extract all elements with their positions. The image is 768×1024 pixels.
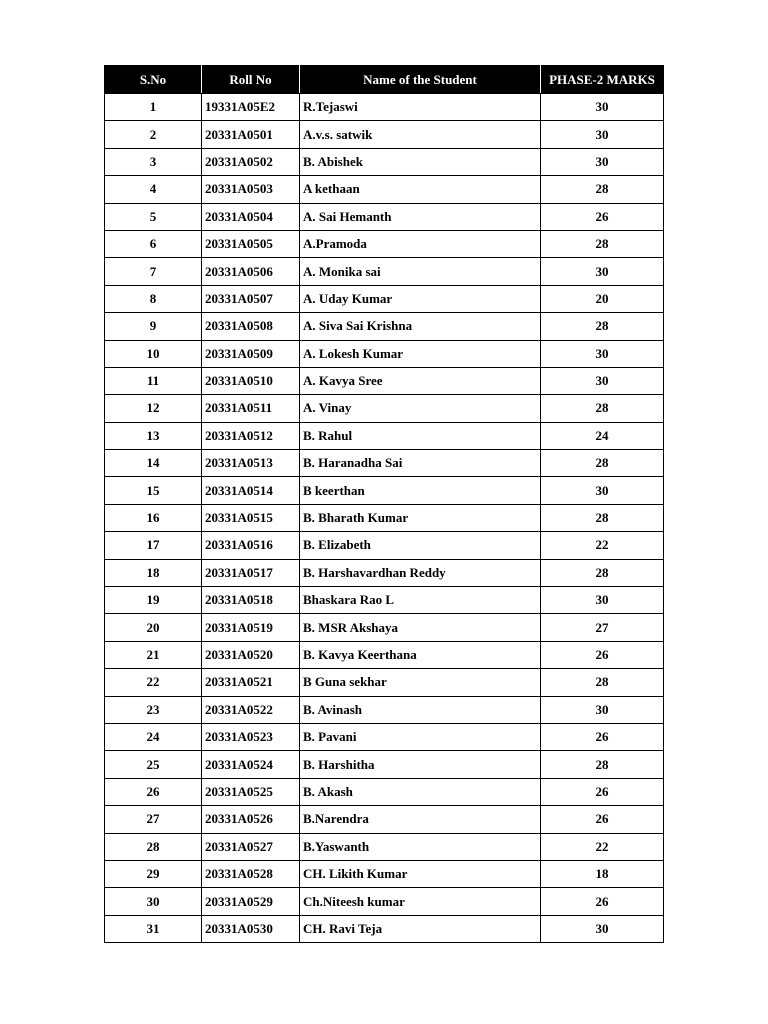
sno-cell: 4	[105, 176, 202, 203]
sno-cell: 9	[105, 313, 202, 340]
roll-no-cell: 20331A0528	[202, 860, 300, 887]
sno-cell: 28	[105, 833, 202, 860]
table-row	[105, 313, 664, 340]
marks-cell: 28	[541, 504, 664, 531]
sno-cell: 16	[105, 504, 202, 531]
roll-no-cell: 20331A0530	[202, 915, 300, 942]
table-row	[105, 504, 664, 531]
sno-cell: 29	[105, 860, 202, 887]
table-row	[105, 340, 664, 367]
sno-cell: 19	[105, 587, 202, 614]
marks-cell: 30	[541, 587, 664, 614]
sno-cell: 6	[105, 230, 202, 257]
sno-cell: 23	[105, 696, 202, 723]
student-name-cell: CH. Ravi Teja	[300, 915, 541, 942]
student-name-cell: B. Harshavardhan Reddy	[300, 559, 541, 586]
sno-cell: 10	[105, 340, 202, 367]
table-body	[105, 94, 664, 943]
header-row	[105, 66, 664, 94]
marks-cell: 28	[541, 669, 664, 696]
roll-no-cell: 20331A0505	[202, 230, 300, 257]
student-name-cell: A. Sai Hemanth	[300, 203, 541, 230]
roll-no-cell: 20331A0524	[202, 751, 300, 778]
sno-cell: 3	[105, 148, 202, 175]
student-name-cell: B keerthan	[300, 477, 541, 504]
student-name-cell: A. Kavya Sree	[300, 367, 541, 394]
table-row	[105, 230, 664, 257]
sno-cell: 13	[105, 422, 202, 449]
student-name-cell: B.Yaswanth	[300, 833, 541, 860]
student-name-cell: B. Rahul	[300, 422, 541, 449]
table-row	[105, 203, 664, 230]
sno-cell: 12	[105, 395, 202, 422]
sno-cell: 27	[105, 806, 202, 833]
table-row	[105, 450, 664, 477]
marks-cell: 30	[541, 477, 664, 504]
sno-cell: 2	[105, 121, 202, 148]
table-row	[105, 806, 664, 833]
student-name-cell: B. Akash	[300, 778, 541, 805]
table-row	[105, 477, 664, 504]
roll-no-cell: 20331A0515	[202, 504, 300, 531]
table-row	[105, 422, 664, 449]
marks-cell: 26	[541, 641, 664, 668]
marks-cell: 26	[541, 203, 664, 230]
student-name-cell: B.Narendra	[300, 806, 541, 833]
marks-cell: 26	[541, 723, 664, 750]
sno-cell: 14	[105, 450, 202, 477]
table-row	[105, 532, 664, 559]
roll-no-cell: 20331A0520	[202, 641, 300, 668]
marks-cell: 30	[541, 696, 664, 723]
roll-no-cell: 20331A0526	[202, 806, 300, 833]
roll-no-cell: 20331A0516	[202, 532, 300, 559]
sno-cell: 8	[105, 285, 202, 312]
marks-cell: 30	[541, 121, 664, 148]
roll-no-cell: 20331A0519	[202, 614, 300, 641]
table-row	[105, 833, 664, 860]
roll-no-cell: 20331A0527	[202, 833, 300, 860]
marks-cell: 26	[541, 888, 664, 915]
student-name-cell: B. Avinash	[300, 696, 541, 723]
marks-cell: 18	[541, 860, 664, 887]
marks-cell: 20	[541, 285, 664, 312]
roll-no-cell: 20331A0508	[202, 313, 300, 340]
roll-no-cell: 20331A0502	[202, 148, 300, 175]
header-phase2-marks: PHASE-2 MARKS	[541, 66, 664, 94]
marks-cell: 30	[541, 915, 664, 942]
header-sno: S.No	[105, 66, 202, 94]
sno-cell: 7	[105, 258, 202, 285]
table-row	[105, 285, 664, 312]
marks-cell: 28	[541, 176, 664, 203]
sno-cell: 11	[105, 367, 202, 394]
marks-cell: 24	[541, 422, 664, 449]
sno-cell: 31	[105, 915, 202, 942]
sno-cell: 1	[105, 94, 202, 121]
sno-cell: 20	[105, 614, 202, 641]
marks-cell: 30	[541, 367, 664, 394]
student-name-cell: A kethaan	[300, 176, 541, 203]
roll-no-cell: 20331A0510	[202, 367, 300, 394]
marks-cell: 28	[541, 395, 664, 422]
marks-table	[104, 65, 664, 943]
student-name-cell: CH. Likith Kumar	[300, 860, 541, 887]
student-name-cell: A. Uday Kumar	[300, 285, 541, 312]
marks-cell: 26	[541, 806, 664, 833]
table-row	[105, 641, 664, 668]
student-name-cell: Ch.Niteesh kumar	[300, 888, 541, 915]
marks-cell: 28	[541, 230, 664, 257]
marks-cell: 30	[541, 94, 664, 121]
header-roll-no: Roll No	[202, 66, 300, 94]
student-name-cell: B. Haranadha Sai	[300, 450, 541, 477]
sno-cell: 24	[105, 723, 202, 750]
sno-cell: 26	[105, 778, 202, 805]
table-row	[105, 94, 664, 121]
table-row	[105, 778, 664, 805]
marks-cell: 28	[541, 450, 664, 477]
sno-cell: 5	[105, 203, 202, 230]
table-row	[105, 860, 664, 887]
marks-cell: 28	[541, 751, 664, 778]
table-row	[105, 148, 664, 175]
table-row	[105, 915, 664, 942]
roll-no-cell: 20331A0517	[202, 559, 300, 586]
marks-cell: 22	[541, 532, 664, 559]
marks-cell: 28	[541, 559, 664, 586]
student-name-cell: B. Abishek	[300, 148, 541, 175]
roll-no-cell: 20331A0514	[202, 477, 300, 504]
table-row	[105, 614, 664, 641]
sno-cell: 21	[105, 641, 202, 668]
marks-cell: 26	[541, 778, 664, 805]
table-header	[105, 66, 664, 94]
roll-no-cell: 20331A0513	[202, 450, 300, 477]
student-name-cell: B Guna sekhar	[300, 669, 541, 696]
student-name-cell: A. Vinay	[300, 395, 541, 422]
table-row	[105, 723, 664, 750]
roll-no-cell: 20331A0518	[202, 587, 300, 614]
roll-no-cell: 20331A0511	[202, 395, 300, 422]
roll-no-cell: 20331A0521	[202, 669, 300, 696]
roll-no-cell: 20331A0529	[202, 888, 300, 915]
table-row	[105, 559, 664, 586]
marks-cell: 28	[541, 313, 664, 340]
student-name-cell: A.v.s. satwik	[300, 121, 541, 148]
table-row	[105, 258, 664, 285]
roll-no-cell: 20331A0504	[202, 203, 300, 230]
roll-no-cell: 20331A0507	[202, 285, 300, 312]
student-name-cell: B. Bharath Kumar	[300, 504, 541, 531]
student-name-cell: B. Elizabeth	[300, 532, 541, 559]
roll-no-cell: 20331A0506	[202, 258, 300, 285]
sno-cell: 18	[105, 559, 202, 586]
roll-no-cell: 19331A05E2	[202, 94, 300, 121]
table-row	[105, 587, 664, 614]
student-name-cell: A. Monika sai	[300, 258, 541, 285]
marks-cell: 22	[541, 833, 664, 860]
student-name-cell: A. Siva Sai Krishna	[300, 313, 541, 340]
header-student-name: Name of the Student	[300, 66, 541, 94]
roll-no-cell: 20331A0512	[202, 422, 300, 449]
student-name-cell: B. Pavani	[300, 723, 541, 750]
marks-cell: 30	[541, 258, 664, 285]
roll-no-cell: 20331A0501	[202, 121, 300, 148]
roll-no-cell: 20331A0503	[202, 176, 300, 203]
table-row	[105, 395, 664, 422]
marks-cell: 30	[541, 148, 664, 175]
table-row	[105, 696, 664, 723]
student-name-cell: B. Kavya Keerthana	[300, 641, 541, 668]
table-row	[105, 888, 664, 915]
table-row	[105, 121, 664, 148]
table-row	[105, 367, 664, 394]
roll-no-cell: 20331A0523	[202, 723, 300, 750]
sno-cell: 22	[105, 669, 202, 696]
sno-cell: 30	[105, 888, 202, 915]
student-name-cell: A. Lokesh Kumar	[300, 340, 541, 367]
student-name-cell: B. Harshitha	[300, 751, 541, 778]
roll-no-cell: 20331A0509	[202, 340, 300, 367]
table-row	[105, 669, 664, 696]
sno-cell: 25	[105, 751, 202, 778]
table-row	[105, 176, 664, 203]
roll-no-cell: 20331A0522	[202, 696, 300, 723]
roll-no-cell: 20331A0525	[202, 778, 300, 805]
sno-cell: 17	[105, 532, 202, 559]
student-name-cell: A.Pramoda	[300, 230, 541, 257]
student-name-cell: B. MSR Akshaya	[300, 614, 541, 641]
student-name-cell: Bhaskara Rao L	[300, 587, 541, 614]
marks-cell: 30	[541, 340, 664, 367]
sno-cell: 15	[105, 477, 202, 504]
student-name-cell: R.Tejaswi	[300, 94, 541, 121]
table-row	[105, 751, 664, 778]
marks-cell: 27	[541, 614, 664, 641]
